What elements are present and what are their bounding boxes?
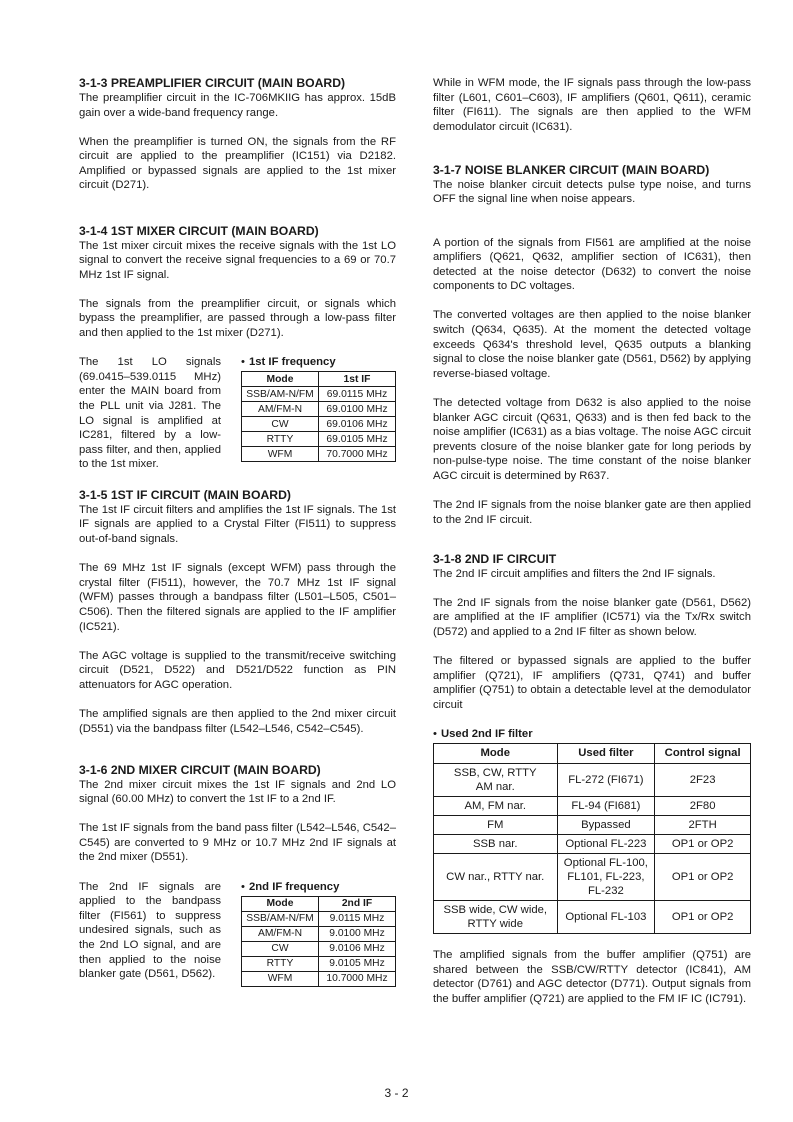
table-row: AM/FM-N 9.0100 MHz	[242, 926, 396, 941]
left-column	[79, 76, 396, 985]
first-if-frequency-table-block	[241, 355, 396, 462]
table-header: Mode	[242, 896, 319, 911]
paragraph: A portion of the signals from FI561 are amplified at the noise amplifiers (Q621, Q632, amplifier section of IC631), then detected at the noise detector (D632) to convert the noise components to DC voltages.	[433, 236, 751, 293]
table-header: Control signal	[655, 743, 751, 763]
table-row: RTTY 9.0105 MHz	[242, 956, 396, 971]
page-number: 3 - 2	[384, 1086, 409, 1100]
table-row: SSB/AM-N/FM 69.0115 MHz	[242, 387, 396, 402]
paragraph: The amplified signals from the buffer amplifier (Q751) are shared between the SSB/CW/RTTY detector (IC841), AM detector (D761) and AGC detector (D771). Output signals from the buffer amplifier (Q721) are applied to the FM IF IC (IC791).	[433, 948, 751, 1005]
used-2nd-if-filter-table	[433, 743, 751, 934]
second-if-block	[79, 880, 396, 985]
bullet-icon: •	[433, 727, 437, 740]
paragraph: The 2nd IF signals from the noise blanker gate (D561, D562) are amplified at the IF amplifier (IC571) via the Tx/Rx switch (D572) and applied to a 2nd IF filter as shown below.	[433, 596, 751, 638]
lo-signal-block	[79, 355, 396, 472]
bullet-icon: •	[241, 356, 245, 369]
used-2nd-if-filter-table-block	[433, 727, 751, 934]
first-if-frequency-table	[241, 371, 396, 462]
table-row: CW nar., RTTY nar. Optional FL-100, FL101, FL-223, FL-232 OP1 or OP2	[434, 853, 751, 900]
table-row: WFM 70.7000 MHz	[242, 447, 396, 462]
paragraph: The 1st IF circuit filters and amplifies the 1st IF signals. The 1st IF signals are applied to a Crystal Filter (FI511) to suppress out-of-band signals.	[79, 503, 396, 546]
table-row: CW 69.0106 MHz	[242, 417, 396, 432]
table-title: • Used 2nd IF filter	[433, 727, 533, 740]
table-title: • 2nd IF frequency	[241, 880, 340, 893]
bullet-icon: •	[241, 880, 245, 893]
right-column	[433, 76, 751, 1021]
section-heading: 3-1-5 1ST IF CIRCUIT (MAIN BOARD)	[79, 487, 291, 502]
table-row: SSB nar. Optional FL-223 OP1 or OP2	[434, 834, 751, 853]
table-row: CW 9.0106 MHz	[242, 941, 396, 956]
section-heading: 3-1-4 1ST MIXER CIRCUIT (MAIN BOARD)	[79, 223, 319, 238]
table-row: AM, FM nar. FL-94 (FI681) 2F80	[434, 796, 751, 815]
paragraph: The AGC voltage is supplied to the transmit/receive switching circuit (D521, D522) and D521/D522 function as PIN attenuators for AGC operation.	[79, 649, 396, 691]
paragraph: The 1st IF signals from the band pass filter (L542–L546, C542–C545) are converted to 9 MHz or 10.7 MHz 2nd IF signals at the 2nd mixer (D551).	[79, 822, 396, 864]
paragraph: The detected voltage from D632 is also applied to the noise blanker AGC circuit (Q631, Q633) and is then fed back to the noise amplifier (IC631) as a bias voltage. The noise AGC circuit prevents closure of the noise blanker gate for long periods by non-pulse-type noise. The time constant of the noise blanker AGC circuit is determined by R637.	[433, 396, 751, 482]
paragraph: The 1st LO signals (69.0415–539.0115 MHz) enter the MAIN board from the PLL unit via J281. The LO signal is amplified at IC281, filtered by a low-pass filter, and then, applied to the 1st mixer.	[79, 356, 221, 471]
second-if-frequency-table-block	[241, 880, 396, 987]
section-heading: 3-1-6 2ND MIXER CIRCUIT (MAIN BOARD)	[79, 762, 321, 777]
paragraph: The 2nd IF signals are applied to the bandpass filter (FI561) to suppress undesired signals, such as the 2nd LO signal, and are then applied to the noise blanker gate (D561, D562).	[79, 880, 221, 981]
table-title: • 1st IF frequency	[241, 356, 336, 369]
paragraph: When the preamplifier is turned ON, the signals from the RF circuit are applied to the preamplifier (IC151) via D2182. Amplified or bypassed signals are applied to the 1st mixer circuit (D271).	[79, 135, 396, 192]
paragraph: The signals from the preamplifier circuit, or signals which bypass the preamplifier, are passed through a low-pass filter and then applied to the 1st mixer (D271).	[79, 297, 396, 340]
table-row: RTTY 69.0105 MHz	[242, 432, 396, 447]
paragraph: While in WFM mode, the IF signals pass through the low-pass filter (L601, C601–C603), IF amplifiers (Q601, Q611), ceramic filter (FI611). The signals are then applied to the WFM demodulator circuit (IC631).	[433, 77, 751, 133]
section-3-1-6	[79, 762, 396, 985]
table-row: AM/FM-N 69.0100 MHz	[242, 402, 396, 417]
paragraph: The amplified signals are then applied to the 2nd mixer circuit (D551) via the bandpass filter (L542–L546, C542–C545).	[79, 707, 396, 735]
section-heading: 3-1-3 PREAMPLIFIER CIRCUIT (MAIN BOARD)	[79, 76, 346, 90]
paragraph: The converted voltages are then applied to the noise blanker switch (Q634, Q635). At the moment the detected voltage exceeds Q634's threshold level, Q635 outputs a blanking signal to close the noise blanker gate (D561, D562) by applying reverse-biased voltage.	[433, 309, 751, 380]
table-header: 2nd IF	[319, 896, 396, 911]
paragraph: The 2nd IF signals from the noise blanker gate are then applied to the 2nd IF circuit.	[433, 498, 751, 526]
table-row: SSB wide, CW wide, RTTY wide Optional FL-103 OP1 or OP2	[434, 900, 751, 933]
section-3-1-4	[79, 224, 396, 472]
paragraph: The 1st mixer circuit mixes the receive signals with the 1st LO signal to convert the receive signal frequencies to a 69 or 70.7 MHz 1st IF signal.	[79, 239, 396, 281]
second-if-frequency-table	[241, 896, 396, 987]
paragraph: The 2nd IF circuit amplifies and filters the 2nd IF signals.	[433, 567, 716, 580]
paragraph: The preamplifier circuit in the IC-706MKIIG has approx. 15dB gain over a wide-band frequency range.	[79, 92, 396, 119]
paragraph: The noise blanker circuit detects pulse type noise, and turns OFF the signal line when noise appears.	[433, 178, 751, 206]
table-row: WFM 10.7000 MHz	[242, 971, 396, 986]
table-row: SSB, CW, RTTY AM nar. FL-272 (FI671) 2F23	[434, 763, 751, 796]
table-row: SSB/AM-N/FM 9.0115 MHz	[242, 911, 396, 926]
table-row: FM Bypassed 2FTH	[434, 815, 751, 834]
paragraph: The 2nd mixer circuit mixes the 1st IF signals and 2nd LO signal (60.00 MHz) to convert the 1st IF to a 2nd IF.	[79, 778, 396, 806]
paragraph: The filtered or bypassed signals are applied to the buffer amplifier (Q721), IF amplifiers (Q731, Q741) and buffer amplifier (Q751) to obtain a detectable level at the demodulator circuit	[433, 655, 751, 711]
paragraph: The 69 MHz 1st IF signals (except WFM) pass through the crystal filter (FI511), however, the 70.7 MHz 1st IF signal (WFM) passes through a bandpass filter (L501–L505, C501–C506). Then the filtered signals are applied to the IF amplifier (IC521).	[79, 562, 396, 633]
table-header: Mode	[434, 743, 558, 763]
section-heading: 3-1-8 2ND IF CIRCUIT	[433, 551, 557, 566]
section-3-1-7	[433, 163, 751, 527]
section-3-1-3	[79, 76, 396, 193]
section-3-1-5	[79, 488, 396, 736]
section-heading: 3-1-7 NOISE BLANKER CIRCUIT (MAIN BOARD)	[433, 162, 710, 177]
table-header: Mode	[242, 372, 319, 387]
table-header: Used filter	[557, 743, 655, 763]
table-header: 1st IF	[319, 372, 396, 387]
section-3-1-8	[433, 552, 751, 1007]
